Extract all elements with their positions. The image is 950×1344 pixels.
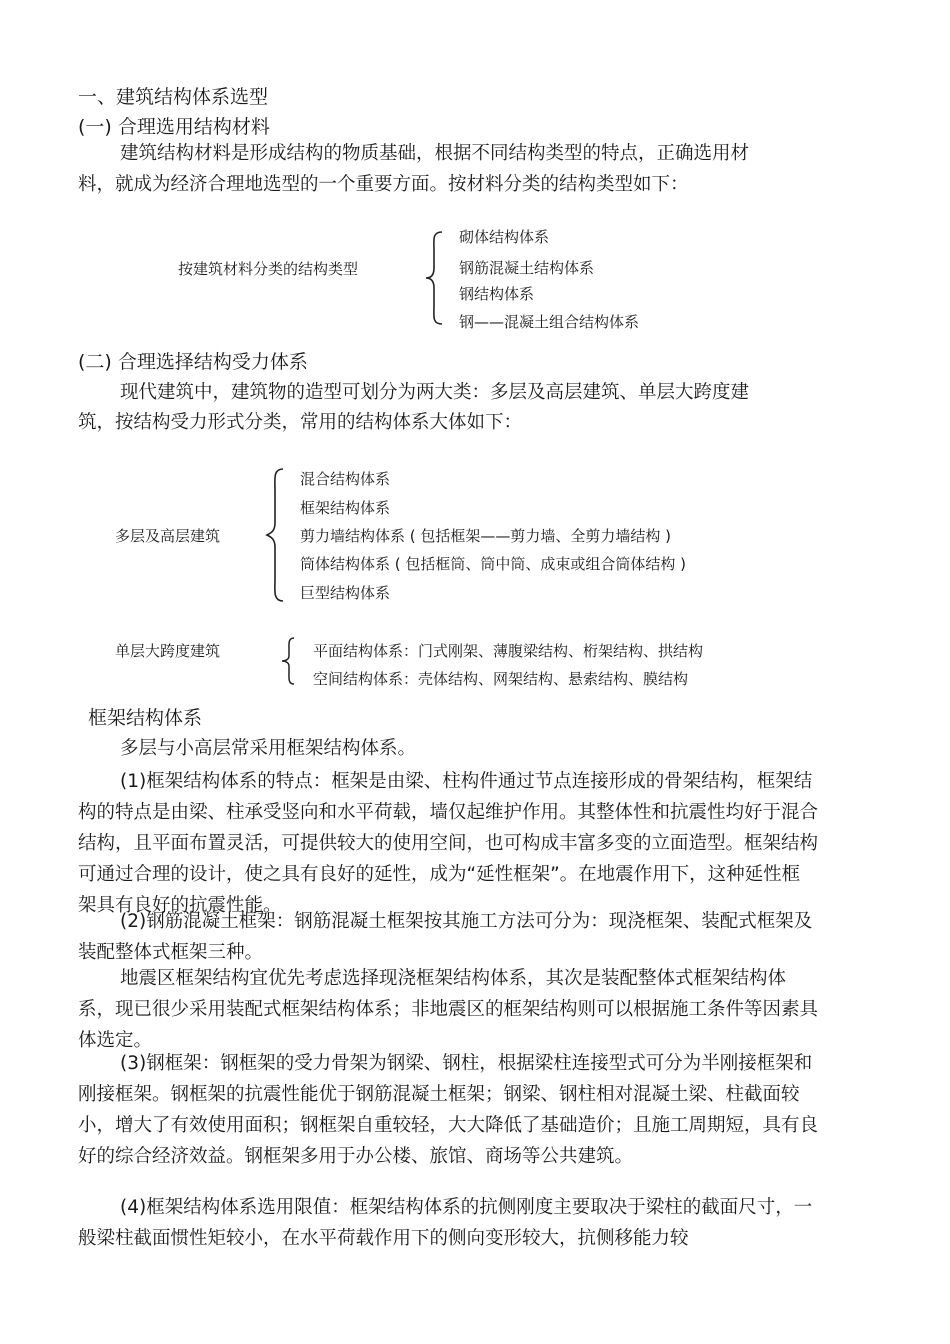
- frame-paragraph-2: (2)钢筋混凝土框架：钢筋混凝土框架按其施工方法可分为：现浇框架、装配式框架及装配整体式框架三种。: [78, 911, 813, 963]
- multistory-tree-item: 筒体结构体系 ( 包括框筒、筒中筒、成束或组合筒体结构 ): [300, 555, 687, 573]
- longspan-tree-label: 单层大跨度建筑: [115, 642, 221, 660]
- section-1-title: (一) 合理选用结构材料: [78, 116, 270, 138]
- material-tree-label: 按建筑材料分类的结构类型: [178, 260, 359, 278]
- material-tree-item: 钢——混凝土组合结构体系: [459, 313, 640, 331]
- multistory-tree-item: 剪力墙结构体系 ( 包括框架——剪力墙、全剪力墙结构 ): [300, 527, 672, 545]
- multistory-tree-item: 混合结构体系: [300, 470, 391, 488]
- longspan-tree-brace: [280, 636, 298, 686]
- multistory-tree-item: 框架结构体系: [300, 499, 391, 517]
- section-1-line-2: 料，就成为经济合理地选型的一个重要方面。按材料分类的结构类型如下：: [78, 174, 689, 195]
- material-tree-item: 砌体结构体系: [459, 228, 550, 246]
- section-1-line-1: 建筑结构材料是形成结构的物质基础，根据不同结构类型的特点，正确选用材: [120, 143, 750, 164]
- multistory-tree-brace: [265, 467, 287, 603]
- frame-paragraph-1: (1)框架结构体系的特点：框架是由梁、柱构件通过节点连接形成的骨架结构，框架结构的特点是由梁、柱承受竖向和水平荷载，墙仅起维护作用。其整体性和抗震性均好于混合结构，且平面布置灵活，可提供较大的使用空间，也可构成丰富多变的立面造型。框架结构可通过合理的设计，使之具有良好的延性，成为“延性框架”。在地震作用下，这种延性框架具有良好的抗震性能。: [78, 771, 819, 916]
- material-tree-brace: [424, 230, 446, 326]
- frame-paragraph-3: 地震区框架结构宜优先考虑选择现浇框架结构体系，其次是装配整体式框架结构体系，现已很少采用装配式框架结构体系；非地震区的框架结构则可以根据施工条件等因素具体选定。: [78, 968, 819, 1051]
- frame-paragraph-4: (3)钢框架：钢框架的受力骨架为钢梁、钢柱，根据梁柱连接型式可分为半刚接框架和刚接框架。钢框架的抗震性能优于钢筋混凝土框架；钢梁、钢柱相对混凝土梁、柱截面较小，增大了有效使用面积；钢框架自重较轻，大大降低了基础造价；且施工周期短，具有良好的综合经济效益。钢框架多用于办公楼、旅馆、商场等公共建筑。: [78, 1053, 819, 1167]
- material-tree-item: 钢筋混凝土结构体系: [459, 259, 595, 277]
- longspan-tree-item: 平面结构体系：门式刚架、薄腹梁结构、桁架结构、拱结构: [313, 642, 704, 660]
- multistory-tree-item: 巨型结构体系: [300, 584, 391, 602]
- multistory-tree-label: 多层及高层建筑: [115, 527, 221, 545]
- section-2-line-2: 筑，按结构受力形式分类，常用的结构体系大体如下：: [78, 412, 523, 433]
- section-2-line-1: 现代建筑中，建筑物的造型可划分为两大类：多层及高层建筑、单层大跨度建: [120, 382, 750, 403]
- frame-paragraph-5: (4)框架结构体系选用限值：框架结构体系的抗侧刚度主要取决于梁柱的截面尺寸，一般梁柱截面惯性矩较小，在水平荷载作用下的侧向变形较大，抗侧移能力较: [78, 1197, 813, 1249]
- frame-section-title: 框架结构体系: [88, 707, 203, 729]
- material-tree-item: 钢结构体系: [459, 285, 535, 303]
- section-2-title: (二) 合理选择结构受力体系: [78, 351, 308, 373]
- longspan-tree-item: 空间结构体系：壳体结构、网架结构、悬索结构、膜结构: [313, 670, 689, 688]
- heading-1: 一、建筑结构体系选型: [78, 86, 269, 108]
- frame-intro: 多层与小高层常采用框架结构体系。: [120, 738, 417, 759]
